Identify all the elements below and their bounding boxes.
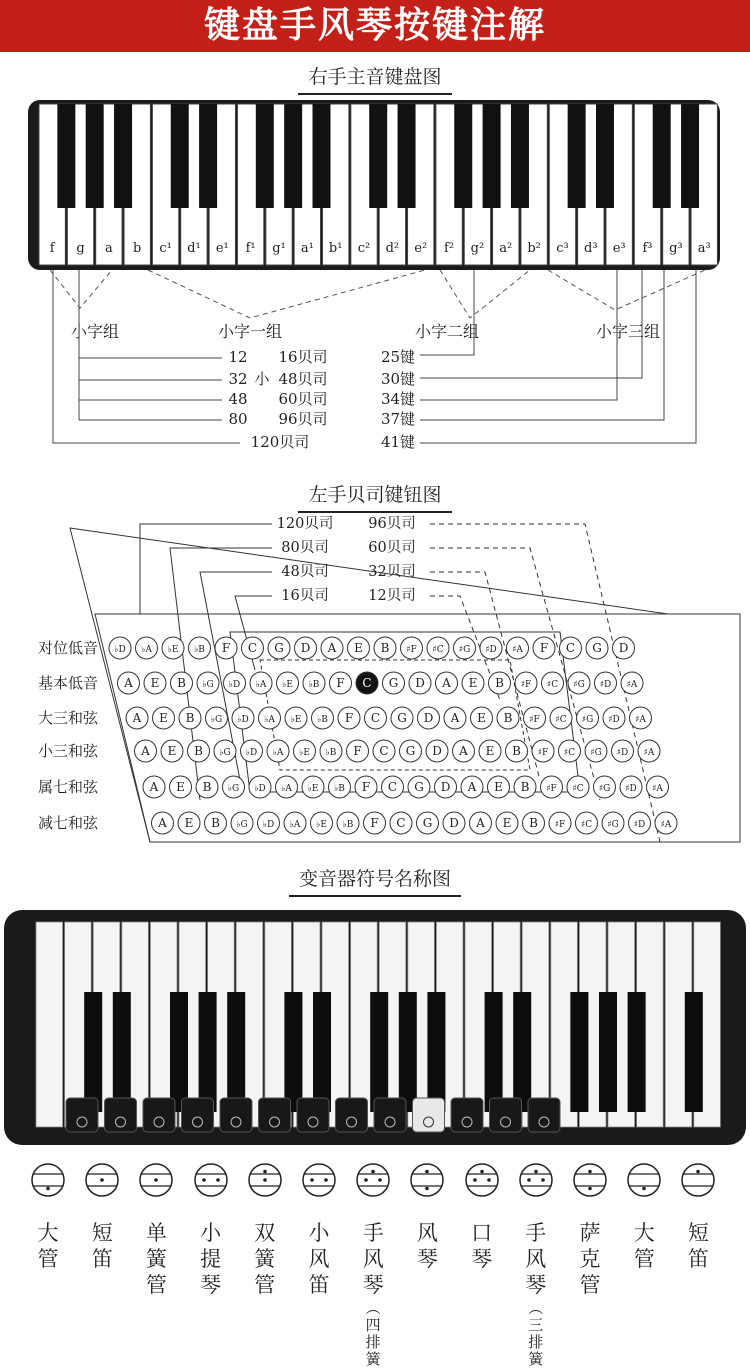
register-dot: [216, 1178, 220, 1182]
register-symbol-icon: [678, 1160, 718, 1200]
bass-size-right: 12贝司: [368, 588, 416, 604]
bass-button-note: ♭G: [236, 820, 248, 830]
bass-button-note: A: [132, 711, 142, 725]
black-key[interactable]: [284, 992, 302, 1112]
bass-row-label: 大三和弦: [37, 709, 99, 727]
bass-button-note: C: [387, 780, 398, 794]
key-label: b: [133, 241, 142, 256]
right-hand-keyboard-title: 右手主音键盘图: [0, 62, 750, 95]
bass-count-left: 12: [228, 348, 248, 366]
register-legend: [0, 1160, 750, 1368]
bass-button-note: ♯C: [572, 784, 584, 794]
bass-button-note: F: [336, 676, 345, 690]
bass-row-label: 减七和弦: [37, 814, 99, 832]
register-switch[interactable]: [528, 1098, 560, 1132]
register-dot: [487, 1178, 491, 1182]
black-key[interactable]: [370, 992, 388, 1112]
register-name: 单 簧 管: [145, 1221, 167, 1297]
register-name: 大 管: [633, 1221, 655, 1271]
black-key[interactable]: [599, 992, 617, 1112]
register-dot: [588, 1170, 592, 1174]
bass-button-note: ♯A: [643, 748, 655, 758]
bass-button-note: G: [274, 641, 284, 655]
bass-button-note: E: [502, 816, 512, 830]
register-dot: [473, 1178, 477, 1182]
bass-button-note: F: [353, 744, 362, 758]
bass-button-note: D: [415, 676, 425, 690]
bass-button-note: ♭B: [317, 715, 328, 725]
key-label: c³: [556, 241, 569, 256]
bass-button-note: B: [194, 744, 203, 758]
bass-button-note: ♯D: [485, 645, 497, 655]
register-dot: [426, 1187, 430, 1191]
bass-button-note: ♯F: [554, 820, 566, 830]
black-key[interactable]: [628, 992, 646, 1112]
bass-button-note: B: [380, 641, 390, 655]
bass-button-note: ♯A: [512, 645, 523, 655]
register-dot: [263, 1178, 267, 1182]
register-switch[interactable]: [259, 1098, 291, 1132]
black-key[interactable]: [485, 992, 503, 1112]
key-label: g²: [470, 241, 485, 256]
key-label: f³: [642, 241, 653, 256]
bass-row-label: 基本低音: [37, 674, 99, 692]
octave-group-label: 小字组: [70, 322, 120, 341]
key-count: 25键: [380, 348, 416, 366]
register-symbol-icon: [516, 1160, 556, 1200]
bass-button-note: F: [539, 641, 549, 655]
key-label: g¹: [272, 241, 286, 256]
bass-button-note: ♭E: [167, 645, 179, 655]
bass-button-note: ♭E: [307, 784, 319, 794]
bass-button-note: G: [405, 744, 416, 758]
black-key[interactable]: [399, 992, 417, 1112]
register-symbol-icon: [191, 1160, 231, 1200]
register-switch[interactable]: [220, 1098, 252, 1132]
key-label: e²: [414, 241, 428, 256]
bass-button-note: ♯F: [546, 784, 557, 794]
bass-button-note: ♯A: [652, 784, 663, 794]
bass-button-note: B: [503, 711, 513, 725]
bass-button-note: ♯G: [590, 748, 602, 758]
key-label: a³: [697, 241, 711, 256]
bass-button-note: A: [467, 780, 477, 794]
bass-button-note: ♯A: [635, 715, 646, 725]
register-switch[interactable]: [105, 1098, 137, 1132]
register-switch[interactable]: [490, 1098, 522, 1132]
key-count: 37键: [380, 410, 416, 428]
bass-button-note: C: [565, 641, 576, 655]
bass-button-note: D: [300, 641, 311, 655]
bass-button-note: E: [150, 676, 160, 690]
register-dot: [46, 1187, 50, 1191]
black-key[interactable]: [313, 992, 331, 1112]
bass-button-note: G: [592, 641, 602, 655]
bass-row-label: 小三和弦: [37, 742, 99, 760]
register-subnote: ︵ 四 排 簧: [365, 1299, 381, 1368]
bass-button-note: ♯G: [581, 715, 594, 725]
bass-button-note: E: [468, 676, 478, 690]
key-label: e³: [612, 241, 626, 256]
key-count: 34键: [380, 390, 416, 408]
bass-button-note: C: [370, 711, 381, 725]
bass-button-note: ♭D: [262, 820, 275, 830]
bass-button-note: A: [476, 816, 485, 830]
bass-button-note: ♯F: [520, 680, 532, 690]
black-key[interactable]: [427, 992, 445, 1112]
register-dot: [202, 1178, 206, 1182]
bass-button-note: E: [494, 780, 503, 794]
bass-button-note: E: [477, 711, 486, 725]
bass-button-note: A: [124, 676, 133, 690]
key-label: f¹: [245, 241, 256, 256]
left-hand-bass-title: 左手贝司键钮图: [0, 480, 750, 513]
bass-button-note: A: [327, 641, 337, 655]
bass-button-note: A: [442, 676, 451, 690]
bass-size-left: 16贝司: [281, 588, 329, 604]
key-label: b²: [527, 241, 541, 256]
bass-button-note: F: [361, 780, 371, 794]
bass-button-note: ♭G: [202, 680, 214, 690]
key-label: c²: [357, 241, 371, 256]
bass-count-left: 48: [228, 390, 248, 408]
bass-button-note: B: [512, 744, 521, 758]
bass-button-note: ♯F: [406, 645, 417, 655]
bass-button-note: ♭E: [290, 715, 302, 725]
bass-button-note: G: [388, 676, 399, 690]
key-label: c¹: [159, 241, 172, 256]
bass-button-note: D: [423, 711, 434, 725]
bass-button-note: D: [618, 641, 629, 655]
register-symbol-icon: [624, 1160, 664, 1200]
key-label: a¹: [300, 241, 314, 256]
register-dot: [324, 1178, 328, 1182]
page-banner-title: 键盘手风琴按键注解: [0, 0, 750, 52]
register-symbol-icon: [407, 1160, 447, 1200]
key-count: 30键: [380, 370, 416, 388]
bass-button-note: ♭D: [114, 645, 126, 655]
bass-button-note: ♭A: [255, 680, 267, 690]
bass-button-note: B: [185, 711, 195, 725]
bass-button-note: ♯D: [608, 715, 620, 725]
key-count: 41键: [380, 433, 416, 451]
bass-button-note: ♯C: [432, 645, 444, 655]
bass-button-note: F: [221, 641, 231, 655]
bass-button-note: ♯D: [633, 820, 646, 830]
register-dot: [100, 1178, 104, 1182]
bass-button-note: ♭B: [342, 820, 354, 830]
bass-row-label: 属七和弦: [37, 778, 99, 796]
register-dot: [426, 1170, 430, 1174]
black-key[interactable]: [227, 992, 245, 1112]
bass-size-right: 60贝司: [368, 540, 416, 556]
register-switch[interactable]: [374, 1098, 406, 1132]
bass-button-note: A: [149, 780, 159, 794]
register-name: 口 琴: [471, 1221, 493, 1271]
bass-count-left: 80: [228, 410, 248, 428]
bass-button-note: B: [529, 816, 538, 830]
key-label: g: [76, 241, 85, 256]
bass-button-note: E: [184, 816, 194, 830]
bass-row-label: 对位低音: [37, 639, 99, 657]
bass-button-note: A: [450, 711, 460, 725]
register-switch[interactable]: [451, 1098, 483, 1132]
key-label: d¹: [187, 241, 201, 256]
bass-button-note: D: [440, 780, 451, 794]
bass-button-note: ♯F: [529, 715, 540, 725]
bass-button-note: B: [177, 676, 186, 690]
bass-button-note: ♯G: [573, 680, 585, 690]
bass-button-note: ♯C: [555, 715, 567, 725]
bass-button-note: ♯D: [599, 680, 612, 690]
register-name: 手 风 琴: [525, 1221, 547, 1297]
bass-button-note: ♭B: [325, 748, 337, 758]
bass-button-note: ♯G: [598, 784, 611, 794]
register-dot: [378, 1178, 382, 1182]
bass-button-note: B: [520, 780, 530, 794]
bass-button-note: B: [495, 676, 504, 690]
key-label: b¹: [328, 241, 343, 256]
register-symbol-icon: [353, 1160, 393, 1200]
bass-count: 120贝司: [250, 433, 310, 451]
register-name: 小 风 笛: [308, 1221, 330, 1297]
bass-button-note: F: [370, 816, 379, 830]
black-key[interactable]: [113, 992, 131, 1112]
bass-size-left: 48贝司: [281, 564, 329, 580]
bass-button-note: ♭D: [254, 784, 266, 794]
register-dot: [642, 1187, 646, 1191]
register-symbol-icon: [299, 1160, 339, 1200]
register-symbol-icon: [245, 1160, 285, 1200]
bass-button-note: A: [141, 744, 150, 758]
key-label: f²: [444, 241, 455, 256]
register-name: 双 簧 管: [254, 1221, 276, 1297]
white-key[interactable]: [36, 922, 63, 1127]
register-name: 小 提 琴: [200, 1221, 222, 1297]
register-dot: [155, 1178, 159, 1182]
bass-count: 48贝司: [278, 370, 328, 388]
bass-button-note: G: [422, 816, 433, 830]
bass-button-note: B: [202, 780, 212, 794]
octave-group-label: 小字二组: [414, 322, 480, 341]
black-key[interactable]: [170, 992, 188, 1112]
bass-button-note: C: [396, 816, 406, 830]
bass-size-left: 80贝司: [281, 540, 329, 556]
bass-size-left: 120贝司: [276, 516, 334, 532]
bass-button-note: ♭D: [228, 680, 241, 690]
register-dot: [310, 1178, 314, 1182]
bass-button-note: ♭D: [245, 748, 258, 758]
bass-button-note: E: [354, 641, 363, 655]
bass-button-note: C: [379, 744, 389, 758]
bass-button-note: ♭E: [282, 680, 293, 690]
bass-button-note: ♭A: [141, 645, 152, 655]
bass-button-note: C: [247, 641, 258, 655]
bass-button-note: ♭E: [316, 820, 327, 830]
bass-button-note: ♭G: [219, 748, 231, 758]
register-dot: [534, 1170, 538, 1174]
bass-button-note: ♭A: [281, 784, 292, 794]
black-key[interactable]: [84, 992, 102, 1112]
register-name: 萨 克 管: [579, 1221, 601, 1297]
bass-button-note: ♭B: [194, 645, 205, 655]
register-dot: [588, 1187, 592, 1191]
bass-button-note: ♯C: [563, 748, 576, 758]
bass-button-note: D: [432, 744, 442, 758]
bass-button-note: ♭G: [227, 784, 240, 794]
bass-button-note: ♭B: [308, 680, 320, 690]
bass-button-note: ♯D: [625, 784, 637, 794]
bass-button-note: ♭E: [299, 748, 310, 758]
bass-button-note: ♭D: [237, 715, 249, 725]
bass-button-note: ♯D: [616, 748, 629, 758]
key-label: e¹: [215, 241, 229, 256]
bass-count: 16贝司: [278, 348, 328, 366]
register-subnote: ︵ 三 排 簧: [528, 1299, 544, 1368]
bass-button-note: ♭A: [264, 715, 275, 725]
register-name: 手 风 琴: [362, 1221, 384, 1297]
register-name: 大 管: [37, 1221, 59, 1271]
bass-button-note: ♯C: [580, 820, 593, 830]
key-label: d³: [584, 241, 598, 256]
bass-button-note: E: [167, 744, 177, 758]
black-key[interactable]: [199, 992, 217, 1112]
black-key[interactable]: [570, 992, 588, 1112]
black-key[interactable]: [685, 992, 703, 1112]
bass-count: 96贝司: [278, 410, 328, 428]
register-dot: [697, 1170, 701, 1174]
register-symbol-icon: [136, 1160, 176, 1200]
bass-size-right: 96贝司: [368, 516, 416, 532]
bass-button-note: G: [397, 711, 407, 725]
register-name: 风 琴: [416, 1221, 438, 1271]
bass-count-left: 32: [228, 370, 248, 388]
bass-button-note: ♭A: [289, 820, 301, 830]
bass-button-note: F: [344, 711, 354, 725]
octave-group-label: 小字三组: [595, 322, 661, 341]
bass-button-note: E: [485, 744, 495, 758]
register-switch-title: 变音器符号名称图: [0, 864, 750, 897]
bass-size-right: 32贝司: [368, 564, 416, 580]
bass-button-note: ♯A: [660, 820, 672, 830]
bass-button-note: E: [176, 780, 185, 794]
register-dot: [480, 1170, 484, 1174]
register-switch[interactable]: [336, 1098, 368, 1132]
black-key[interactable]: [513, 992, 531, 1112]
register-symbol-icon: [462, 1160, 502, 1200]
bass-button-note: ♭B: [334, 784, 345, 794]
key-label: g³: [669, 241, 683, 256]
bass-button-note: ♭G: [210, 715, 223, 725]
register-switch[interactable]: [413, 1098, 445, 1132]
bass-button-note: A: [158, 816, 167, 830]
bass-button-note: G: [414, 780, 424, 794]
register-symbol-icon: [570, 1160, 610, 1200]
key-label: a²: [499, 241, 513, 256]
bass-count: 60贝司: [278, 390, 328, 408]
bass-button-note: ♯G: [458, 645, 471, 655]
bass-button-note: B: [211, 816, 220, 830]
register-dot: [527, 1178, 531, 1182]
bass-button-note: ♯G: [607, 820, 619, 830]
bass-button-note: E: [159, 711, 168, 725]
bass-button-note: A: [459, 744, 468, 758]
register-switch[interactable]: [143, 1098, 175, 1132]
register-name: 短 笛: [687, 1221, 709, 1271]
register-dot: [364, 1178, 368, 1182]
register-name: 短 笛: [91, 1221, 113, 1271]
register-symbol-icon: [28, 1160, 68, 1200]
register-switch[interactable]: [297, 1098, 329, 1132]
register-symbol-icon: [82, 1160, 122, 1200]
register-dot: [541, 1178, 545, 1182]
register-dot: [371, 1170, 375, 1174]
bass-button-note: D: [449, 816, 459, 830]
register-switch[interactable]: [182, 1098, 214, 1132]
register-switch[interactable]: [66, 1098, 98, 1132]
size-note: 小: [254, 370, 270, 388]
key-label: a: [104, 241, 113, 256]
bass-button-note: C: [362, 676, 372, 690]
octave-group-label: 小字一组: [217, 322, 283, 341]
bass-button-note: ♯A: [626, 680, 638, 690]
bass-button-note: ♯C: [546, 680, 559, 690]
bass-button-note: ♭A: [272, 748, 284, 758]
register-dot: [263, 1170, 267, 1174]
bass-button-note: ♯F: [537, 748, 549, 758]
key-label: d²: [385, 241, 400, 256]
key-label: f: [49, 241, 55, 256]
